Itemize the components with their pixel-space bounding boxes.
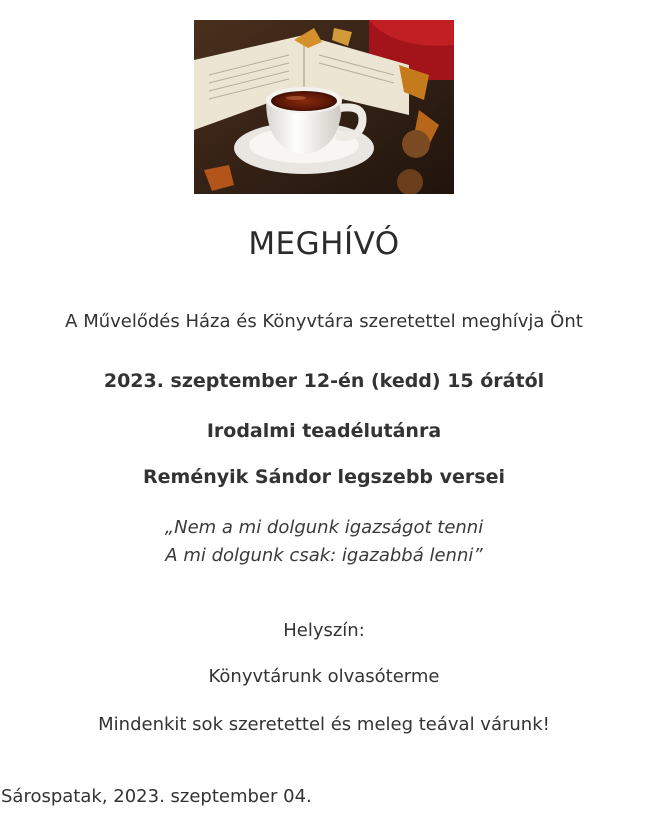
quote-line-1: „Nem a mi dolgunk igazságot tenni [164, 517, 484, 538]
signoff-place-date: Sárospatak, 2023. szeptember 04. [1, 786, 312, 807]
intro-text: A Művelődés Háza és Könyvtára szeretettel meghívja Önt [65, 311, 583, 332]
event-name: Irodalmi teadélutánra [206, 420, 442, 442]
tea-cup-illustration [194, 20, 454, 194]
location-label: Helyszín: [283, 620, 365, 641]
welcome-message: Mindenkit sok szeretettel és meleg teával várunk! [98, 714, 550, 735]
event-subtitle: Reményik Sándor legszebb versei [143, 466, 505, 488]
event-date-time: 2023. szeptember 12-én (kedd) 15 órától [103, 370, 545, 392]
header-photo-tea-cup-book [194, 20, 454, 194]
poem-quote [0, 514, 648, 570]
location-value: Könyvtárunk olvasóterme [208, 666, 440, 687]
page-title: MEGHÍVÓ [248, 226, 400, 262]
quote-line-2: A mi dolgunk csak: igazabbá lenni” [165, 545, 483, 566]
